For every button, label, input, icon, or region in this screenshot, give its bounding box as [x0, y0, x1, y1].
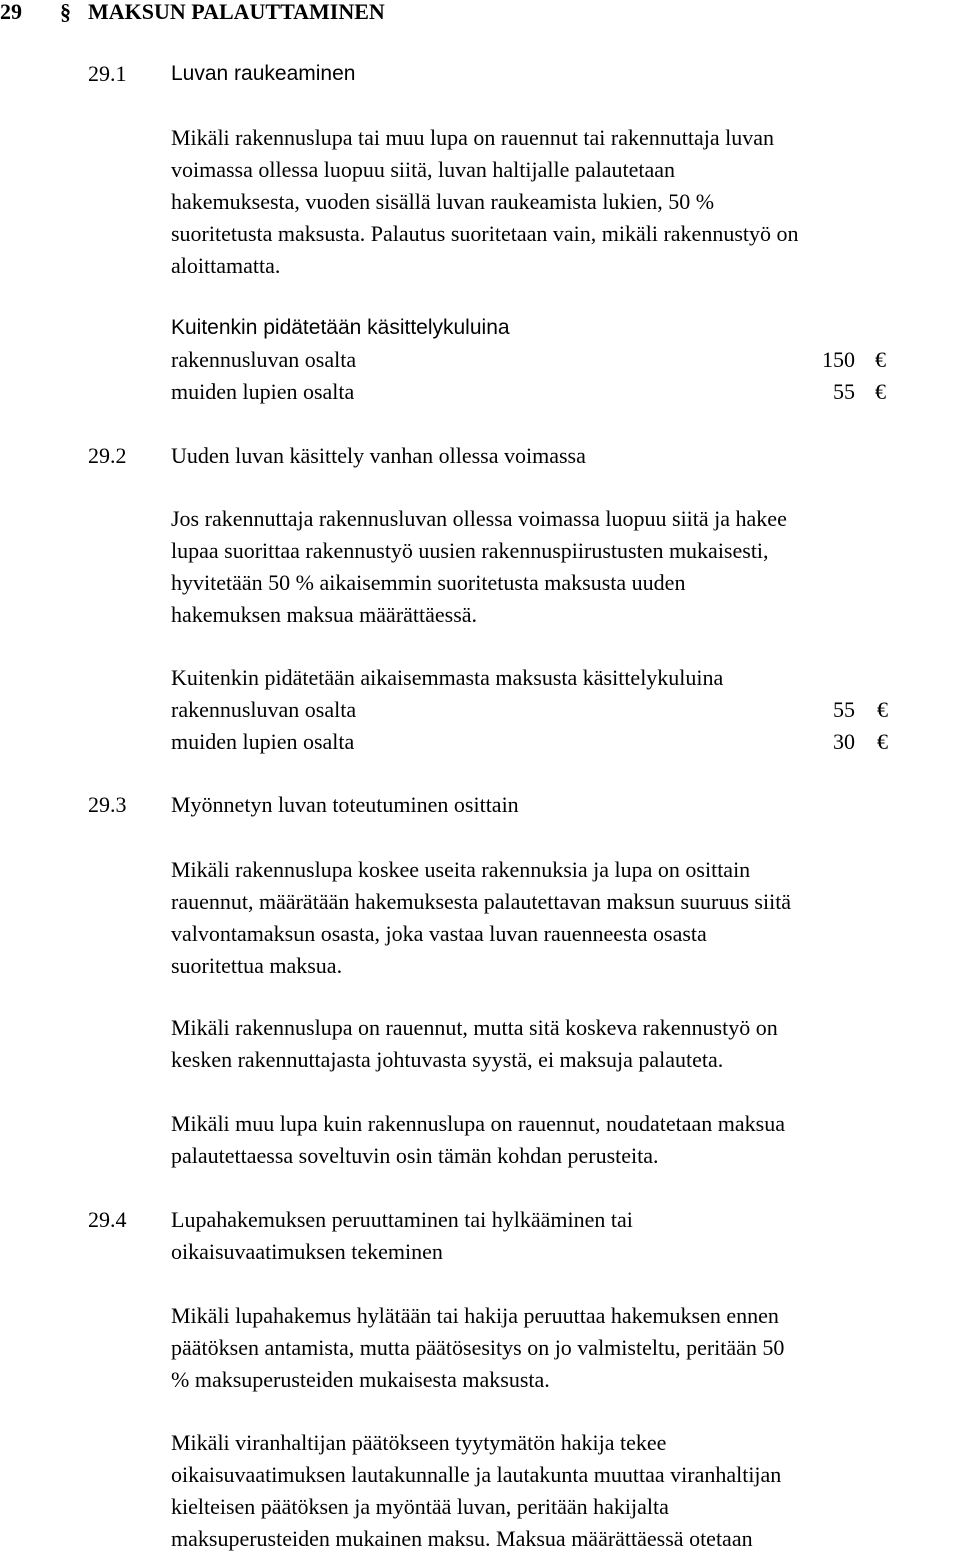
- section-number: 29.2: [88, 443, 127, 468]
- paragraph-line: suoritetusta maksusta. Palautus suoritetaan vain, mikäli rakennustyö on: [171, 221, 799, 246]
- section-29-2: [0, 440, 960, 472]
- fee-label: muiden lupien osalta: [171, 729, 355, 754]
- paragraph-line: Mikäli rakennuslupa tai muu lupa on rauennut tai rakennuttaja luvan: [171, 125, 774, 150]
- currency-symbol: €: [875, 379, 886, 404]
- section-29-1-paragraph: [171, 122, 960, 282]
- paragraph-line: % maksuperusteiden mukaisesta maksusta.: [171, 1367, 550, 1392]
- section-heading: [0, 58, 960, 90]
- paragraph-line: Mikäli lupahakemus hylätään tai hakija peruuttaa hakemuksen ennen: [171, 1303, 779, 1328]
- section-sign: §: [60, 0, 71, 24]
- fee-amount: 150: [822, 347, 855, 372]
- heading-number: 29: [0, 0, 22, 24]
- section-title-line: Lupahakemuksen peruuttaminen tai hylkääminen tai: [171, 1207, 633, 1232]
- section-title: Myönnetyn luvan toteutuminen osittain: [171, 792, 519, 817]
- fee-row: [171, 376, 931, 408]
- section-heading: [0, 440, 960, 472]
- section-29-2-paragraph: [171, 503, 960, 631]
- section-29-4: [0, 1204, 960, 1268]
- paragraph-line: hakemuksesta, vuoden sisällä luvan raukeamista lukien, 50 %: [171, 189, 715, 214]
- section-29-3-paragraph-1: [171, 854, 960, 982]
- paragraph-line: suoritettua maksua.: [171, 953, 343, 978]
- section-number: 29.1: [88, 61, 127, 86]
- fee-row: [171, 344, 931, 376]
- section-heading: [0, 1204, 960, 1268]
- paragraph-line: Mikäli rakennuslupa on rauennut, mutta sitä koskeva rakennustyö on: [171, 1015, 778, 1040]
- heading-title: MAKSUN PALAUTTAMINEN: [88, 0, 385, 24]
- paragraph-line: Mikäli muu lupa kuin rakennuslupa on rauennut, noudatetaan maksua: [171, 1111, 786, 1136]
- section-title: Luvan raukeaminen: [171, 62, 356, 85]
- fee-table-29-2: [171, 662, 931, 758]
- fee-label: muiden lupien osalta: [171, 379, 355, 404]
- fee-amount: 55: [833, 379, 855, 404]
- paragraph-line: palautettaessa soveltuvin osin tämän kohdan perusteita.: [171, 1143, 659, 1168]
- section-29-3-paragraph-3: [171, 1108, 960, 1172]
- paragraph-line: kesken rakennuttajasta johtuvasta syystä, ei maksuja palauteta.: [171, 1047, 724, 1072]
- section-number: 29.4: [88, 1207, 127, 1232]
- main-heading: [0, 0, 385, 28]
- fee-amount: 55: [833, 697, 855, 722]
- paragraph-line: valvontamaksun osasta, joka vastaa luvan rauenneesta osasta: [171, 921, 707, 946]
- section-29-4-paragraph-1: [171, 1300, 960, 1396]
- fee-intro: [171, 662, 931, 694]
- paragraph-line: maksuperusteiden mukainen maksu. Maksua määrättäessä otetaan: [171, 1526, 753, 1551]
- fee-row: [171, 694, 931, 726]
- section-29-3-paragraph-2: [171, 1012, 960, 1076]
- paragraph-line: lupaa suorittaa rakennustyö uusien rakennuspiirustusten mukaisesti,: [171, 538, 769, 563]
- fee-table-29-1: [171, 312, 931, 408]
- fee-intro-text: Kuitenkin pidätetään käsittelykuluina: [171, 316, 510, 339]
- fee-amount: 30: [833, 729, 855, 754]
- section-number: 29.3: [88, 792, 127, 817]
- fee-intro: [171, 312, 931, 344]
- currency-symbol: €: [877, 729, 888, 754]
- paragraph-line: Jos rakennuttaja rakennusluvan ollessa voimassa luopuu siitä ja hakee: [171, 506, 787, 531]
- section-title: Uuden luvan käsittely vanhan ollessa voimassa: [171, 443, 586, 468]
- paragraph-line: päätöksen antamista, mutta päätösesitys on jo valmisteltu, peritään 50: [171, 1335, 785, 1360]
- paragraph-line: Mikäli rakennuslupa koskee useita rakennuksia ja lupa on osittain: [171, 857, 751, 882]
- section-title: [171, 1204, 791, 1268]
- section-title-line: oikaisuvaatimuksen tekeminen: [171, 1239, 443, 1264]
- fee-label: rakennusluvan osalta: [171, 697, 357, 722]
- paragraph-line: kielteisen päätöksen ja myöntää luvan, peritään hakijalta: [171, 1494, 669, 1519]
- paragraph-line: voimassa ollessa luopuu siitä, luvan haltijalle palautetaan: [171, 157, 676, 182]
- fee-row: [171, 726, 931, 758]
- paragraph-line: Mikäli viranhaltijan päätökseen tyytymätön hakija tekee: [171, 1430, 667, 1455]
- section-29-3: [0, 789, 960, 821]
- section-29-4-paragraph-2: [171, 1427, 960, 1555]
- fee-label: rakennusluvan osalta: [171, 347, 357, 372]
- paragraph-line: rauennut, määrätään hakemuksesta palautettavan maksun suuruus siitä: [171, 889, 792, 914]
- section-heading: [0, 789, 960, 821]
- currency-symbol: €: [877, 697, 888, 722]
- currency-symbol: €: [875, 347, 886, 372]
- paragraph-line: oikaisuvaatimuksen lautakunnalle ja lautakunta muuttaa viranhaltijan: [171, 1462, 782, 1487]
- section-29-1: [0, 58, 960, 90]
- fee-intro-text: Kuitenkin pidätetään aikaisemmasta maksusta käsittelykuluina: [171, 665, 724, 690]
- paragraph-line: aloittamatta.: [171, 253, 281, 278]
- paragraph-line: hakemuksen maksua määrättäessä.: [171, 602, 478, 627]
- paragraph-line: hyvitetään 50 % aikaisemmin suoritetusta maksusta uuden: [171, 570, 686, 595]
